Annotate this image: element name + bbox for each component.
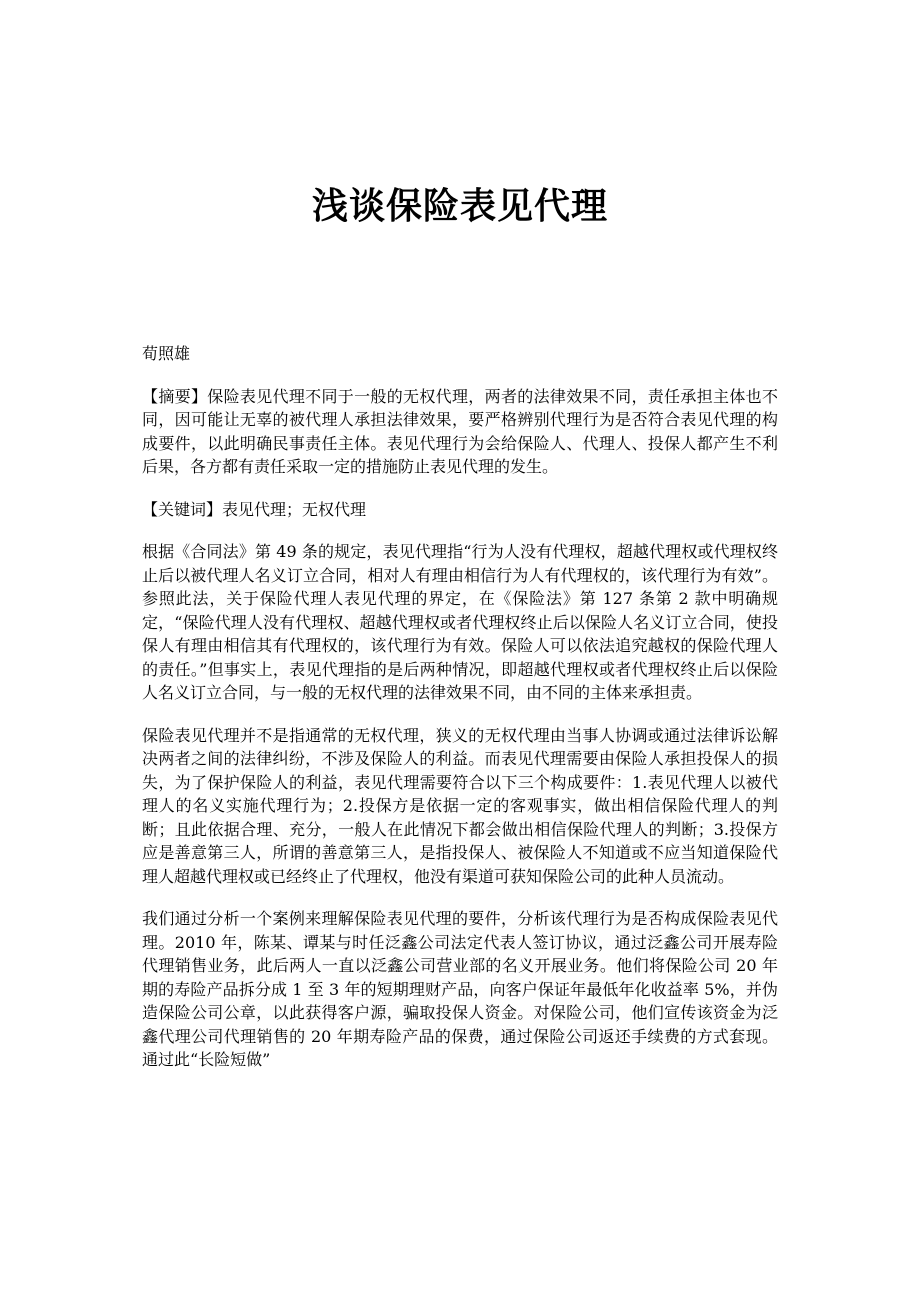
body-paragraph: 保险表见代理并不是指通常的无权代理，狭义的无权代理由当事人协调或通过法律诉讼解决两者之间的法律纠纷，不涉及保险人的利益。而表见代理需要由保险人承担投保人的损失，为了保护保险人的利益，表见代理需要符合以下三个构成要件：1.表见代理人以被代理人的名义实施代理行为；2.投保方是依据一定的客观事实，做出相信保险代理人的判断；且此依据合理、充分，一般人在此情况下都会做出相信保险代理人的判断；3.投保方应是善意第三人，所谓的善意第三人，是指投保人、被保险人不知道或不应当知道保险代理人超越代理权或已经终止了代理权，他没有渠道可获知保险公司的此种人员流动。 <box>142 725 778 886</box>
page-title: 浅谈保险表见代理 <box>311 185 608 227</box>
author-name: 荀照雄 <box>142 344 191 363</box>
abstract-paragraph: 【摘要】保险表见代理不同于一般的无权代理，两者的法律效果不同，责任承担主体也不同，因可能让无辜的被代理人承担法律效果，要严格辨别代理行为是否符合表见代理的构成要件，以此明确民事责任主体。表见代理行为会给保险人、代理人、投保人都产生不利后果，各方都有责任采取一定的措施防止表见代理的发生。 <box>142 386 778 476</box>
body-paragraph: 根据《合同法》第 49 条的规定，表见代理指“行为人没有代理权，超越代理权或代理权终止后以被代理人名义订立合同，相对人有理由相信行为人有代理权的，该代理行为有效”。参照此法，关于保险代理人表见代理的界定，在《保险法》第 127 条第 2 款中明确规定，“保险代理人没有代理权、超越代理权或者代理权终止后以保险人名义订立合同，使投保人有理由相信其有代理权的，该代理行为有效。保险人可以依法追究越权的保险代理人的责任。”但事实上，表见代理指的是后两种情况，即超越代理权或者代理权终止后以保险人名义订立合同，与一般的无权代理的法律效果不同，由不同的主体来承担责。 <box>142 542 778 702</box>
keywords-paragraph: 【关键词】表见代理；无权代理 <box>142 499 367 519</box>
body-paragraph: 我们通过分析一个案例来理解保险表见代理的要件，分析该代理行为是否构成保险表见代理。2010 年，陈某、谭某与时任泛鑫公司法定代表人签订协议，通过泛鑫公司开展寿险代理销售业务，此后两人一直以泛鑫公司营业部的名义开展业务。他们将保险公司 20 年期的寿险产品拆分成 1 至 3 年的短期理财产品，向客户保证年最低年化收益率 5%，并伪造保险公司公章，以此获得客户源，骗取投保人资金。对保险公司，他们宣传该资金为泛鑫代理公司代理销售的 20 年期寿险产品的保费，通过保险公司返还手续费的方式套现。通过此“长险短做” <box>142 909 778 1069</box>
document-body <box>142 342 778 1091</box>
